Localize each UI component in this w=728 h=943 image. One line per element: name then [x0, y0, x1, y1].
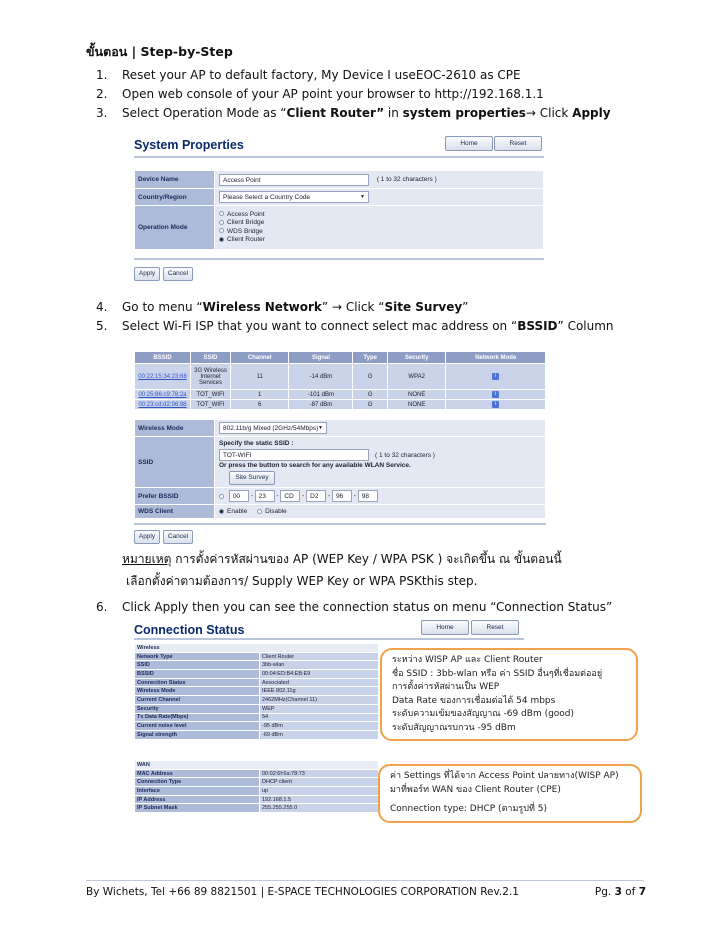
table-row: IP Address 192.168.1.5	[135, 795, 379, 804]
channel-cell: 1	[231, 390, 289, 400]
site-survey-table	[134, 351, 546, 410]
mode-option-wds-bridge[interactable]: WDS Bridge	[219, 228, 539, 237]
ssid-cell: 3G Wireless Internet Services	[191, 364, 231, 390]
column-header: Security	[387, 352, 445, 364]
wan-section-title: WAN	[135, 761, 379, 770]
table-row: Tx Data Rate(Mbps) 54	[135, 713, 379, 722]
radio-icon	[219, 211, 224, 216]
ssid-hint: ( 1 to 32 characters )	[375, 451, 435, 459]
wireless-section-title: Wireless	[135, 644, 379, 653]
step-5	[96, 317, 696, 336]
step-3	[96, 104, 696, 123]
radio-icon	[219, 220, 224, 225]
channel-cell: 11	[231, 364, 289, 390]
wireless-callout: ระหว่าง WISP AP และ Client Router ชื่อ SSID : 3bb-wlan หรือ ค่า SSID อื่นๆที่เชื่อมต่ออยู่ การตั้งค่ารหัสผ่านเป็น WEP Data Rate ของการเชื่อมต่อได้ 54 mbps ระดับความเข้มของสัญญาณ -69 dBm (good) ระดับสัญญาณรบกวน -95 dBm	[380, 648, 638, 741]
footer-text: By Wichets, Tel +66 89 8821501 | E-SPACE TECHNOLOGIES CORPORATION Rev.2.1	[86, 886, 519, 898]
table-row: Wireless Mode IEEE 802.11g	[135, 687, 379, 696]
security-cell: NONE	[387, 400, 445, 410]
bssid-octet-input[interactable]: 96	[332, 490, 352, 502]
page-footer	[86, 886, 646, 898]
security-cell: NONE	[387, 390, 445, 400]
apply-button[interactable]: Apply	[134, 267, 160, 281]
system-properties-screenshot	[134, 132, 544, 287]
step-text: Select Wi-Fi ISP that you want to connect select mac address on “BSSID” Column	[122, 319, 614, 333]
step-2	[96, 85, 696, 104]
column-header: SSID	[191, 352, 231, 364]
table-row	[135, 400, 546, 410]
wireless-mode-select[interactable]: 802.11b/g Mixed (2GHz/54Mbps) ▼	[219, 422, 327, 434]
bssid-octet-input[interactable]: D2	[306, 490, 326, 502]
bssid-octet-input[interactable]: CD	[280, 490, 300, 502]
note-line-1: หมายเหตุ การตั้งค่ารหัสผ่านของ AP (WEP Key / WPA PSK ) จะเกิดขึ้น ณ ขั้นตอนนี้	[122, 552, 562, 566]
security-cell: WPA2	[387, 364, 445, 390]
cancel-button[interactable]: Cancel	[163, 267, 193, 281]
steps-list-a	[96, 66, 696, 123]
wds-disable-option[interactable]: Disable	[257, 508, 287, 515]
cancel-button[interactable]: Cancel	[163, 530, 193, 544]
table-row: Network Type Client Router	[135, 652, 379, 661]
table-row: Security WEP	[135, 704, 379, 713]
step-number: 3.	[96, 106, 108, 120]
bssid-octet-input[interactable]: 98	[358, 490, 378, 502]
page-number: Pg. 3 of 7	[594, 886, 646, 898]
bssid-octet-input[interactable]: 00	[229, 490, 249, 502]
step-text: Open web console of your AP point your browser to http://192.168.1.1	[122, 87, 544, 101]
divider	[134, 638, 524, 640]
table-row	[135, 390, 546, 400]
operation-mode-label: Operation Mode	[135, 206, 215, 250]
wan-status-table	[134, 760, 379, 813]
bssid-octet-input[interactable]: 23	[255, 490, 275, 502]
column-header: Network Mode	[446, 352, 546, 364]
wan-callout: ค่า Settings ที่ได้จาก Access Point ปลายทาง(WISP AP) มาที่พอร์ท WAN ของ Client Router (CPE) Connection type: DHCP (ตามรูปที่ 5)	[378, 764, 642, 823]
signal-cell: -14 dBm	[289, 364, 353, 390]
type-cell: G	[353, 400, 388, 410]
network-mode-cell	[446, 364, 546, 390]
device-name-input[interactable]: Access Point	[219, 174, 369, 186]
mode-option-access-point[interactable]: Access Point	[219, 211, 539, 220]
table-header-row	[135, 352, 546, 364]
steps-list-b	[96, 298, 696, 336]
network-mode-cell	[446, 400, 546, 410]
column-header: Signal	[289, 352, 353, 364]
signal-cell: -87 dBm	[289, 400, 353, 410]
table-row: Current noise level -95 dBm	[135, 722, 379, 731]
table-row	[135, 364, 546, 390]
step-number: 4.	[96, 300, 108, 314]
step-number: 1.	[96, 68, 108, 82]
apply-button[interactable]: Apply	[134, 530, 160, 544]
step-text: Go to menu “Wireless Network” → Click “Site Survey”	[122, 300, 469, 314]
divider	[134, 523, 546, 525]
ssid-label: SSID	[135, 437, 215, 488]
ssid-or-text: Or press the button to search for any available WLAN Service.	[219, 462, 411, 469]
chevron-down-icon: ▼	[318, 425, 323, 431]
section-heading: ขั้นตอน | Step-by-Step	[86, 44, 233, 59]
device-name-label: Device Name	[135, 171, 215, 189]
bssid-link[interactable]: 00:25:86:c9:78:2a	[135, 390, 191, 400]
radio-icon[interactable]	[219, 494, 224, 499]
wds-enable-option[interactable]: Enable	[219, 508, 247, 515]
table-row: IP Subnet Mask 255.255.255.0	[135, 804, 379, 813]
steps-list-c	[96, 598, 696, 617]
note-block	[122, 548, 562, 592]
step-text: Reset your AP to default factory, My Device I useEOC-2610 as CPE	[122, 68, 521, 82]
country-label: Country/Region	[135, 189, 215, 206]
bssid-link[interactable]: 00:22:15:34:23:68	[135, 364, 191, 390]
radio-icon	[257, 509, 262, 514]
step-text: Click Apply then you can see the connection status on menu “Connection Status”	[122, 600, 613, 614]
step-6	[96, 598, 696, 617]
step-number: 2.	[96, 87, 108, 101]
ssid-cell: TOT_WIFI	[191, 400, 231, 410]
info-icon[interactable]: i	[492, 373, 499, 380]
note-line-2: เลือกตั้งค่าตามต้องการ/ Supply WEP Key or WPA PSKthis step.	[126, 574, 478, 588]
step-4	[96, 298, 696, 317]
wireless-status-table	[134, 643, 379, 740]
step-number: 6.	[96, 600, 108, 614]
site-survey-button[interactable]: Site Survey	[229, 471, 275, 485]
system-properties-title: System Properties	[134, 138, 244, 152]
radio-selected-icon	[219, 509, 224, 514]
site-survey-screenshot	[134, 351, 546, 543]
country-select[interactable]: Please Select a Country Code ▼	[219, 191, 369, 203]
divider	[134, 258, 544, 260]
step-text: Select Operation Mode as “Client Router” in system properties→ Click Apply	[122, 106, 611, 120]
prefer-bssid-label: Prefer BSSID	[135, 488, 215, 505]
connection-status-screenshot	[134, 620, 644, 865]
column-header: Type	[353, 352, 388, 364]
mode-option-client-bridge[interactable]: Client Bridge	[219, 219, 539, 228]
table-row: Connection Status Associated	[135, 678, 379, 687]
table-row: MAC Address 00:02:6f:6a:78:73	[135, 769, 379, 778]
footer-divider	[86, 880, 644, 881]
bssid-link[interactable]: 00:23:cd:d2:96:98	[135, 400, 191, 410]
ssid-specify-label: Specify the static SSID :	[219, 440, 294, 447]
info-icon[interactable]: i	[492, 391, 499, 398]
step-number: 5.	[96, 319, 108, 333]
home-button[interactable]: Home	[421, 620, 469, 635]
table-row: Signal strength -69 dBm	[135, 730, 379, 739]
info-icon[interactable]: i	[492, 401, 499, 408]
wireless-mode-label: Wireless Mode	[135, 420, 215, 437]
radio-selected-icon	[219, 237, 224, 242]
type-cell: G	[353, 390, 388, 400]
mode-option-client-router[interactable]: Client Router	[219, 236, 539, 245]
radio-icon	[219, 228, 224, 233]
ssid-cell: TOT_WIFI	[191, 390, 231, 400]
step-1	[96, 66, 696, 85]
ssid-input[interactable]: TOT-WIFI	[219, 449, 369, 461]
table-row: Interface up	[135, 787, 379, 796]
type-cell: G	[353, 364, 388, 390]
reset-button[interactable]: Reset	[471, 620, 519, 635]
divider	[134, 156, 544, 158]
wds-client-label: WDS Client	[135, 505, 215, 519]
table-row: Current Channel 2462MHz(Channel 11)	[135, 696, 379, 705]
system-properties-form	[134, 170, 544, 250]
note-label: หมายเหตุ	[122, 552, 172, 566]
network-mode-cell	[446, 390, 546, 400]
channel-cell: 6	[231, 400, 289, 410]
home-button[interactable]: Home	[445, 136, 493, 151]
table-row: SSID 3bb-wlan	[135, 661, 379, 670]
connection-status-title: Connection Status	[134, 623, 245, 637]
table-row: BSSID 00:04:ED:B4:EB:E9	[135, 670, 379, 679]
device-name-hint: ( 1 to 32 characters )	[376, 176, 437, 184]
operation-mode-group	[215, 206, 544, 250]
wireless-settings-form: Wireless Mode 802.11b/g Mixed (2GHz/54Mbps) ▼ SSID Specify the static SSID : TOT-WIFI ( 1 to 32 characters ) Or press the button to search for any available WLAN Service. Site Survey Prefer BSSID 00 - 23 - CD - D2 - 96 - 98 WDS Client Enable Disable	[134, 419, 546, 519]
chevron-down-icon: ▼	[360, 194, 365, 200]
table-row: Connection Type DHCP client	[135, 778, 379, 787]
column-header: Channel	[231, 352, 289, 364]
column-header: BSSID	[135, 352, 191, 364]
signal-cell: -101 dBm	[289, 390, 353, 400]
reset-button[interactable]: Reset	[494, 136, 542, 151]
